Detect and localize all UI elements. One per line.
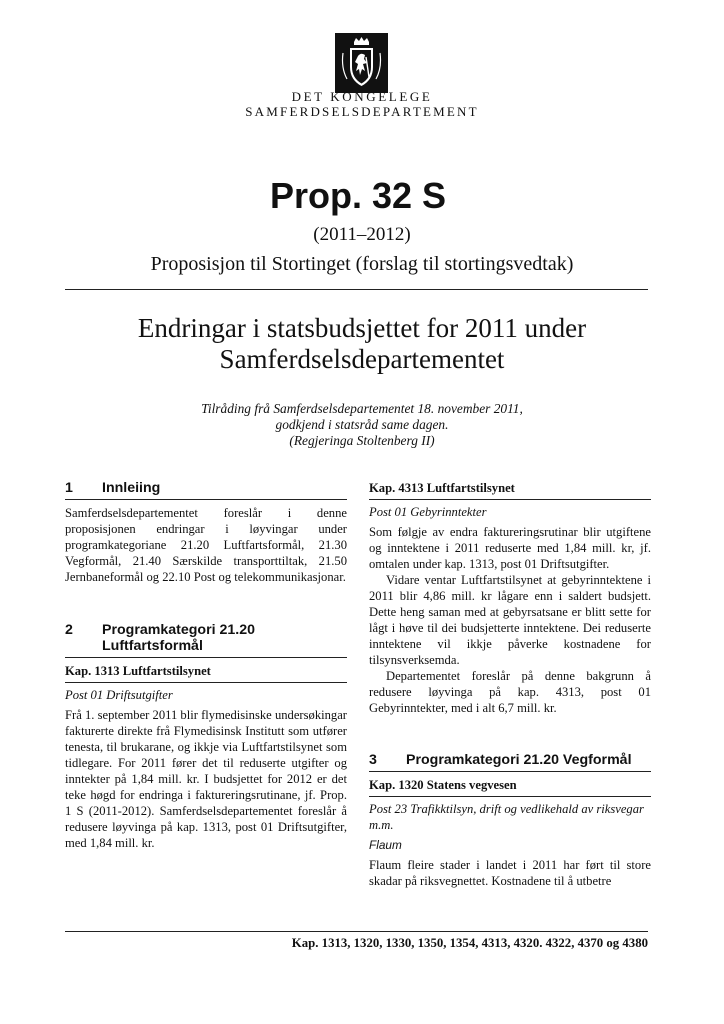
right-column: [369, 480, 651, 889]
section-1-text: Samferdselsdepartementet foreslår i denne proposisjonen endringar i løyvingar under programkategoriane 21.20 Luftfartsformål, 21.30 Vegformål, 21.40 Særskilde transporttiltak, 21.50 Jernbaneformål og 22.10 Post og telekommunikasjonar.: [65, 506, 347, 584]
coat-of-arms-icon: [335, 33, 388, 93]
paragraph: Som følgje av endra faktureringsrutinar blir utgiftene og inntektene i 2011 reduserte med 1,84 mill. kr, jf. omtalen under kap. 1313, post 01 Driftsutgifter.: [369, 525, 651, 571]
subheading-flaum: Flaum: [369, 838, 402, 852]
chapter-heading-4313: Kap. 4313 Luftfartstilsynet: [369, 480, 651, 500]
paragraph: Flaum fleire stader i landet i 2011 har ført til store skadar på riksvegnettet. Kostnadene til å utbetre: [369, 858, 651, 888]
department-name-line1: DET KONGELEGE: [291, 89, 433, 104]
chapter-1313-text: Frå 1. september 2011 blir flymedisinske undersøkingar fakturerte direkte frå Flymedisinsk Institutt som utfører tenesta, til brukarane, og ikkje via Luftfartstilsynet som tidlegare. For 2011 fører det til reduserte utgifter og inntekter på 1,84 mill. kr. I budsjettet for 2012 er det teke høgd for endringa i faktureringsrutinane, jf. Prop. 1 S (2011-2012). Samferdselsdepartementet foreslår å redusere løyvinga på kap. 1313, post 01 Driftsutgifter, med 1,84 mill. kr.: [65, 708, 347, 850]
section-heading-1: 1 Innleiing: [65, 480, 347, 500]
post-heading: Post 01 Driftsutgifter: [65, 688, 173, 702]
proposition-type: Proposisjon til Stortinget (forslag til stortingsvedtak): [150, 253, 574, 275]
paragraph: Departementet foreslår på denne bakgrunn å redusere løyvinga på kap. 4313, post 01 Gebyrinntekter, med i alt 6,7 mill. kr.: [369, 669, 651, 715]
post-heading: Post 01 Gebyrinntekter: [369, 505, 487, 519]
approval-note: Tilråding frå Samferdselsdepartementet 18. november 2011, godkjend i statsråd same dagen. (Regjeringa Stoltenberg II): [201, 401, 523, 448]
department-name-line2: SAMFERDSELSDEPARTEMENT: [245, 104, 479, 119]
left-column: [65, 480, 347, 851]
chapter-heading-1313: Kap. 1313 Luftfartstilsynet: [65, 663, 347, 683]
session-year: (2011–2012): [313, 224, 411, 245]
footer-divider: [65, 931, 648, 932]
paragraph: Vidare ventar Luftfartstilsynet at gebyrinntektene i 2011 blir 4,86 mill. kr lågare enn i saldert budsjett. Dette heng saman med at gebyrsatsane er blitt sette for lågt i høve til dei budsjetterte inntektene. Dei reduserte inntektene vil ikkje påverke kostnadene for tilsynsverksemda.: [369, 573, 651, 667]
footer-chapter-list: Kap. 1313, 1320, 1330, 1350, 1354, 4313, 4320. 4322, 4370 og 4380: [291, 936, 648, 950]
post-heading: Post 23 Trafikktilsyn, drift og vedlikehald av riksvegar m.m.: [369, 802, 644, 832]
document-title: Endringar i statsbudsjettet for 2011 under Samferdselsdepartementet: [137, 313, 587, 374]
chapter-heading-1320: Kap. 1320 Statens vegvesen: [369, 777, 651, 797]
proposition-number: Prop. 32 S: [269, 175, 447, 216]
section-heading-3: 3 Programkategori 21.20 Vegformål: [369, 752, 651, 772]
section-heading-2: 2 Programkategori 21.20 Luftfartsformål: [65, 622, 347, 658]
title-divider: [65, 289, 648, 290]
